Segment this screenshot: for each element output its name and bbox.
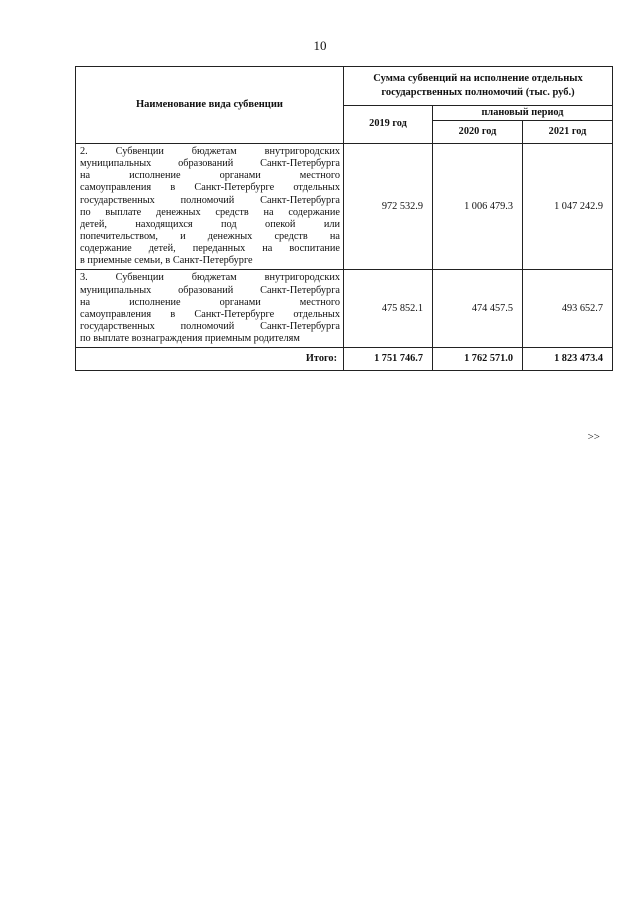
value-2020: 1 006 479.3 <box>433 144 523 270</box>
row-name <box>76 270 344 348</box>
continuation-mark: >> <box>587 431 600 443</box>
row-name-line: содержание детей, переданных на воспитание <box>80 243 340 255</box>
total-2021: 1 823 473.4 <box>523 348 613 371</box>
year-header-2019: 2019 год <box>344 106 433 144</box>
row-name-line: государственных полномочий Санкт-Петербурга <box>80 194 340 206</box>
row-name-line: в приемные семьи, в Санкт-Петербурге <box>80 255 253 267</box>
total-row <box>76 348 613 371</box>
row-name-line: на исполнение органами местного <box>80 296 340 308</box>
page-number: 10 <box>313 38 327 53</box>
year-header-2021: 2021 год <box>523 121 613 144</box>
table-row <box>76 144 613 270</box>
value-2019: 972 532.9 <box>344 144 433 270</box>
table-row <box>76 270 613 348</box>
total-2019: 1 751 746.7 <box>344 348 433 371</box>
row-name-line: самоуправления в Санкт-Петербурге отдельных <box>80 182 340 194</box>
value-2021: 1 047 242.9 <box>523 144 613 270</box>
row-name-line: по выплате денежных средств на содержание <box>80 206 340 218</box>
row-name-line: попечительством, и денежных средств на <box>80 230 340 242</box>
year-header-2020: 2020 год <box>433 121 523 144</box>
row-name-line: детей, находящихся под опекой или <box>80 218 340 230</box>
subventions-table <box>75 66 613 371</box>
row-name-line: самоуправления в Санкт-Петербурге отдельных <box>80 308 340 320</box>
row-name-line: муниципальных образований Санкт-Петербурга <box>80 284 340 296</box>
row-name-line: на исполнение органами местного <box>80 170 340 182</box>
row-name-line: 2. Субвенции бюджетам внутригородских <box>80 146 340 157</box>
planned-period-header: плановый период <box>433 106 613 121</box>
column-header-name: Наименование вида субвенции <box>76 67 344 144</box>
value-2019: 475 852.1 <box>344 270 433 348</box>
value-2021: 493 652.7 <box>523 270 613 348</box>
total-2020: 1 762 571.0 <box>433 348 523 371</box>
row-name <box>76 144 344 270</box>
total-label: Итого: <box>76 348 344 371</box>
value-2020: 474 457.5 <box>433 270 523 348</box>
row-name-line: 3. Субвенции бюджетам внутригородских <box>80 272 340 284</box>
row-name-line: муниципальных образований Санкт-Петербурга <box>80 158 340 170</box>
row-name-line: государственных полномочий Санкт-Петербурга <box>80 320 340 332</box>
column-header-sum: Сумма субвенций на исполнение отдельных государственных полномочий (тыс. руб.) <box>344 67 613 106</box>
row-name-line: по выплате вознаграждения приемным родителям <box>80 333 300 345</box>
